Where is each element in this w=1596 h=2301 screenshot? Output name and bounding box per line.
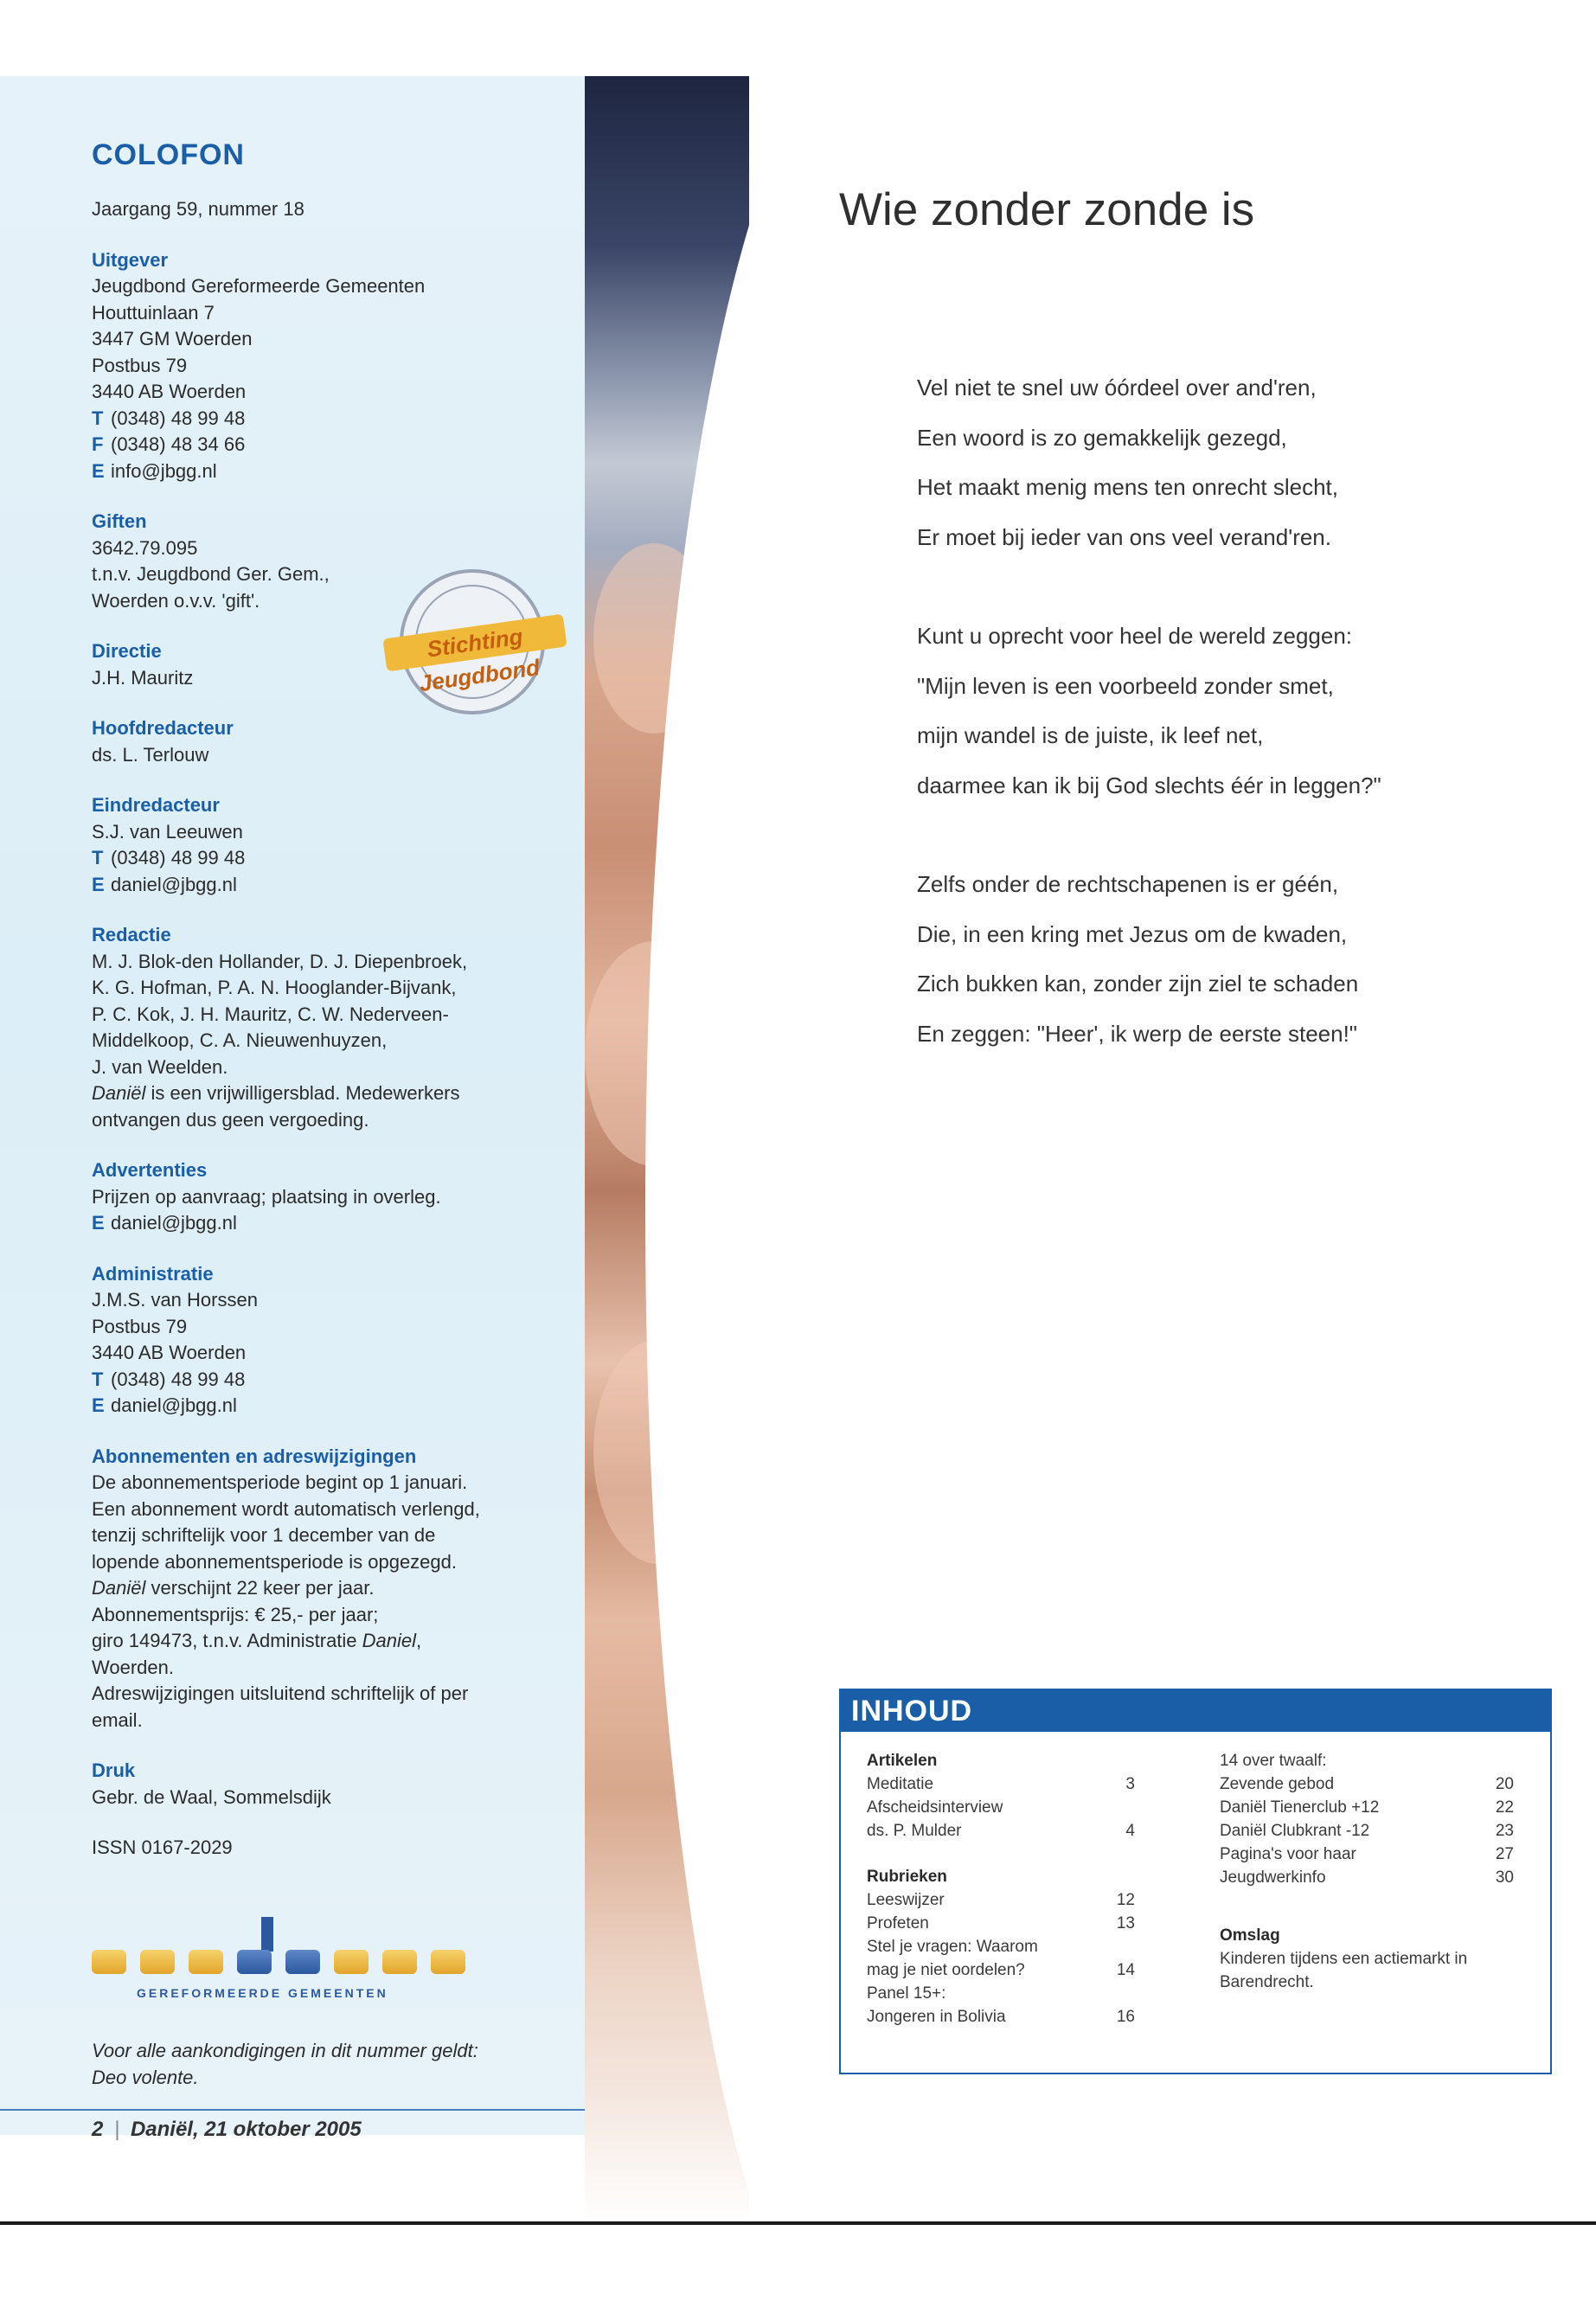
toc-entry-label: 14 over twaalf:: [1220, 1752, 1327, 1770]
redactie-line: K. G. Hofman, P. A. N. Hooglander-Bijvank,: [92, 977, 457, 998]
toc-entry-label: Daniël Tienerclub +12: [1220, 1798, 1380, 1817]
redactie-section: [92, 922, 576, 1133]
toc-entry-page: 14: [1116, 1961, 1135, 1979]
issue-number: Jaargang 59, nummer 18: [92, 198, 304, 220]
poem-verse: Vel niet te snel uw óórdeel over and'ren,: [917, 375, 1317, 401]
poem-stanza: [917, 860, 1557, 1059]
page-number: 2: [92, 2118, 104, 2141]
giften-account: 3642.79.095: [92, 536, 198, 559]
toc-entry[interactable]: [1220, 1772, 1514, 1796]
abonnementen-line: giro 149473, t.n.v. Administratie: [92, 1630, 362, 1651]
toc-entry-page: 12: [1116, 1891, 1135, 1909]
email-label: E: [92, 459, 105, 482]
colofon-panel: [0, 76, 585, 2135]
redactie-line: M. J. Blok-den Hollander, D. J. Diepenbroek,: [92, 950, 468, 972]
magazine-name: Daniël: [92, 1082, 146, 1104]
logo-letter-block: [382, 1950, 417, 1974]
abonnementen-line: email.: [92, 1708, 143, 1731]
jeugdbond-logo: [92, 1917, 490, 2000]
toc-entry-label: mag je niet oordelen?: [867, 1961, 1025, 1979]
uitgever-street: Houttuinlaan 7: [92, 301, 215, 324]
toc-entry-label: Afscheidsinterview: [867, 1798, 1003, 1817]
logo-letter-block: [92, 1950, 126, 1974]
church-spire-icon: [261, 1917, 273, 1952]
redactie-line: P. C. Kok, J. H. Mauritz, C. W. Nederveen-: [92, 1003, 449, 1025]
toc-entry-label: Pagina's voor haar: [1220, 1845, 1356, 1863]
toc-entry-page: 16: [1116, 2008, 1135, 2026]
redactie-note: ontvangen dus geen vergoeding.: [92, 1108, 369, 1131]
footer-separator: |: [114, 2118, 120, 2141]
toc-entry[interactable]: [867, 1796, 1135, 1819]
toc-entry-label: Profeten: [867, 1914, 929, 1932]
logo-letter-block: [237, 1950, 272, 1974]
poem-verse: "Mijn leven is een voorbeeld zonder smet,: [917, 672, 1334, 699]
uitgever-heading: Uitgever: [92, 248, 169, 271]
advertenties-heading: Advertenties: [92, 1159, 208, 1181]
magazine-name: Daniel: [362, 1630, 417, 1651]
hoofdredacteur-name: ds. L. Terlouw: [92, 743, 209, 766]
stamp-text: Stichting Jeugdbond: [382, 614, 567, 672]
poem-verse: Zich bukken kan, zonder zijn ziel te schaden: [917, 971, 1359, 997]
phone-label: T: [92, 847, 104, 868]
logo-letter-block: [189, 1950, 223, 1974]
toc-title: INHOUD: [841, 1690, 1550, 1732]
poem-stanza: [917, 363, 1557, 562]
advertenties-section: [92, 1157, 576, 1237]
logo-letter-block: [140, 1950, 175, 1974]
toc-entry-label: ds. P. Mulder: [867, 1822, 962, 1840]
magazine-date: Daniël, 21 oktober 2005: [130, 2118, 362, 2141]
giften-tnv: t.n.v. Jeugdbond Ger. Gem.,: [92, 563, 330, 585]
abonnementen-line: lopende abonnementsperiode is opgezegd.: [92, 1550, 457, 1573]
eindredacteur-section: [92, 792, 576, 898]
jeugdbond-stamp-logo: [400, 569, 545, 715]
toc-entry-page: 13: [1116, 1914, 1135, 1932]
redactie-heading: Redactie: [92, 924, 171, 945]
toc-entry-label: Jeugdwerkinfo: [1220, 1868, 1326, 1887]
page-footer: [0, 2109, 585, 2111]
toc-entry-page: 3: [1125, 1775, 1135, 1793]
administratie-name: J.M.S. van Horssen: [92, 1289, 258, 1311]
administratie-postbus: Postbus 79: [92, 1315, 188, 1337]
toc-entry-page: 23: [1495, 1822, 1514, 1840]
uitgever-phone: (0348) 48 99 48: [111, 407, 246, 429]
uitgever-postbus-city: 3440 AB Woerden: [92, 381, 247, 402]
hoofdredacteur-heading: Hoofdredacteur: [92, 717, 234, 739]
announcement-line: Deo volente.: [92, 2066, 199, 2088]
cover-caption: Kinderen tijdens een actiemarkt in: [1220, 1950, 1468, 1968]
toc-entry-label: Jongeren in Bolivia: [867, 2008, 1006, 2026]
toc-entry-label: Leeswijzer: [867, 1891, 945, 1909]
colofon-title: COLOFON: [92, 138, 245, 171]
toc-entry[interactable]: [867, 1935, 1135, 1958]
toc-entry-page: 20: [1495, 1775, 1514, 1793]
colofon-content: [92, 138, 576, 1886]
toc-entry-page: 27: [1495, 1845, 1514, 1863]
eindredacteur-phone: (0348) 48 99 48: [111, 847, 246, 868]
magazine-name: Daniël: [92, 1577, 146, 1599]
giften-ovv: Woerden o.v.v. 'gift'.: [92, 589, 260, 612]
scan-edge-line: [0, 2221, 1596, 2225]
page-footer-text: [92, 2118, 362, 2142]
administratie-section: [92, 1261, 576, 1420]
toc-entry[interactable]: [1220, 1819, 1514, 1843]
toc-entry[interactable]: [867, 1982, 1135, 2005]
email-label: E: [92, 1394, 105, 1416]
advertenties-text: Prijzen op aanvraag; plaatsing in overleg.: [92, 1185, 441, 1208]
toc-entry[interactable]: [1220, 1866, 1514, 1889]
administratie-phone: (0348) 48 99 48: [111, 1368, 246, 1390]
toc-entry-label: Daniël Clubkrant -12: [1220, 1822, 1370, 1840]
logo-subtitle: GEREFORMEERDE GEMEENTEN: [137, 1986, 388, 2000]
toc-section-heading: Artikelen: [867, 1752, 938, 1770]
toc-column-right: [1220, 1749, 1514, 1994]
fax-label: F: [92, 433, 104, 455]
poem-verse: Die, in een kring met Jezus om de kwaden,: [917, 920, 1348, 947]
toc-entry[interactable]: [867, 1912, 1135, 1935]
issn: ISSN 0167-2029: [92, 1836, 233, 1858]
logo-letter-block: [285, 1950, 320, 1974]
abonnementen-line: Een abonnement wordt automatisch verlengd,: [92, 1497, 480, 1520]
uitgever-postbus: Postbus 79: [92, 354, 188, 376]
uitgever-fax: (0348) 48 34 66: [111, 433, 246, 455]
abonnementen-line: Abonnementsprijs: € 25,- per jaar;: [92, 1603, 379, 1625]
table-of-contents: [839, 1689, 1552, 2074]
abonnementen-line: Adreswijzigingen uitsluitend schriftelijk of per: [92, 1682, 469, 1704]
photo-children-faces: [585, 76, 749, 2221]
poem: [917, 363, 1557, 1108]
toc-entry[interactable]: [1220, 1749, 1514, 1772]
email-label: E: [92, 873, 105, 895]
poem-title: Wie zonder zonde is: [839, 184, 1255, 235]
giften-heading: Giften: [92, 510, 147, 532]
poem-verse: daarmee kan ik bij God slechts éér in leggen?": [917, 772, 1381, 798]
eindredacteur-email-link[interactable]: daniel@jbgg.nl: [111, 873, 237, 895]
toc-entry[interactable]: [867, 1958, 1135, 1982]
directie-name: J.H. Mauritz: [92, 666, 194, 689]
email-label: E: [92, 1212, 105, 1234]
druk-text: Gebr. de Waal, Sommelsdijk: [92, 1785, 331, 1808]
toc-entry[interactable]: [867, 2005, 1135, 2029]
poem-verse: mijn wandel is de juiste, ik leef net,: [917, 722, 1264, 748]
poem-verse: Zelfs onder de rechtschapenen is er géén,: [917, 871, 1339, 897]
toc-entry-label: Panel 15+:: [867, 1984, 946, 2003]
hoofdredacteur-section: [92, 715, 576, 768]
administratie-city: 3440 AB Woerden: [92, 1342, 247, 1363]
druk-section: [92, 1758, 576, 1811]
administratie-heading: Administratie: [92, 1262, 214, 1285]
phone-label: T: [92, 407, 104, 429]
toc-entry-label: Zevende gebod: [1220, 1775, 1335, 1793]
toc-section-heading: Rubrieken: [867, 1868, 947, 1886]
logo-letter-block: [334, 1950, 369, 1974]
toc-entry[interactable]: [1220, 1843, 1514, 1866]
poem-stanza: [917, 612, 1557, 811]
toc-section-heading: Omslag: [1220, 1926, 1280, 1945]
eindredacteur-heading: Eindredacteur: [92, 794, 220, 816]
directie-heading: Directie: [92, 640, 162, 662]
toc-entry-page: 30: [1495, 1868, 1514, 1887]
abonnementen-line: De abonnementsperiode begint op 1 januari.: [92, 1471, 468, 1493]
logo-wordmark: [92, 1950, 490, 1984]
advertenties-email-link[interactable]: daniel@jbgg.nl: [111, 1212, 237, 1234]
poem-verse: Een woord is zo gemakkelijk gezegd,: [917, 424, 1287, 451]
logo-letter-block: [431, 1950, 465, 1974]
announcement-note: [92, 2038, 576, 2091]
uitgever-name: Jeugdbond Gereformeerde Gemeenten: [92, 275, 426, 297]
cover-caption: Barendrecht.: [1220, 1973, 1314, 1991]
punctuation: ,: [416, 1630, 422, 1651]
abonnementen-heading: Abonnementen en adreswijzigingen: [92, 1445, 417, 1467]
uitgever-postcode: 3447 GM Woerden: [92, 328, 253, 349]
abonnementen-section: [92, 1444, 576, 1734]
abonnementen-line: Woerden.: [92, 1656, 174, 1678]
poem-verse: En zeggen: "Heer', ik werp de eerste steen!": [917, 1020, 1358, 1047]
toc-entry[interactable]: [1220, 1796, 1514, 1819]
toc-entry-page: 22: [1495, 1798, 1514, 1817]
uitgever-section: [92, 247, 576, 485]
toc-entry[interactable]: [867, 1819, 1135, 1843]
druk-heading: Druk: [92, 1759, 136, 1781]
administratie-email-link[interactable]: daniel@jbgg.nl: [111, 1394, 237, 1416]
toc-entry[interactable]: [867, 1772, 1135, 1796]
poem-verse: Het maakt menig mens ten onrecht slecht,: [917, 474, 1339, 500]
redactie-line: Middelkoop, C. A. Nieuwenhuyzen,: [92, 1029, 388, 1051]
toc-entry-label: Meditatie: [867, 1775, 934, 1793]
redactie-line: J. van Weelden.: [92, 1055, 228, 1078]
toc-entry-label: Stel je vragen: Waarom: [867, 1938, 1038, 1956]
abonnementen-line: verschijnt 22 keer per jaar.: [145, 1577, 375, 1599]
toc-entry[interactable]: [867, 1888, 1135, 1912]
uitgever-email-link[interactable]: info@jbgg.nl: [111, 459, 217, 482]
poem-verse: Kunt u oprecht voor heel de wereld zeggen:: [917, 623, 1353, 649]
photo-curve-edge: [645, 76, 749, 2221]
redactie-note: is een vrijwilligersblad. Medewerkers: [145, 1082, 460, 1104]
toc-column-left: [867, 1749, 1135, 2029]
phone-label: T: [92, 1368, 104, 1390]
eindredacteur-name: S.J. van Leeuwen: [92, 820, 243, 843]
toc-entry-page: 4: [1125, 1822, 1135, 1840]
announcement-line: Voor alle aankondigingen in dit nummer geldt:: [92, 2040, 478, 2061]
poem-verse: Er moet bij ieder van ons veel verand'ren.: [917, 523, 1331, 550]
abonnementen-line: tenzij schriftelijk voor 1 december van de: [92, 1524, 436, 1546]
